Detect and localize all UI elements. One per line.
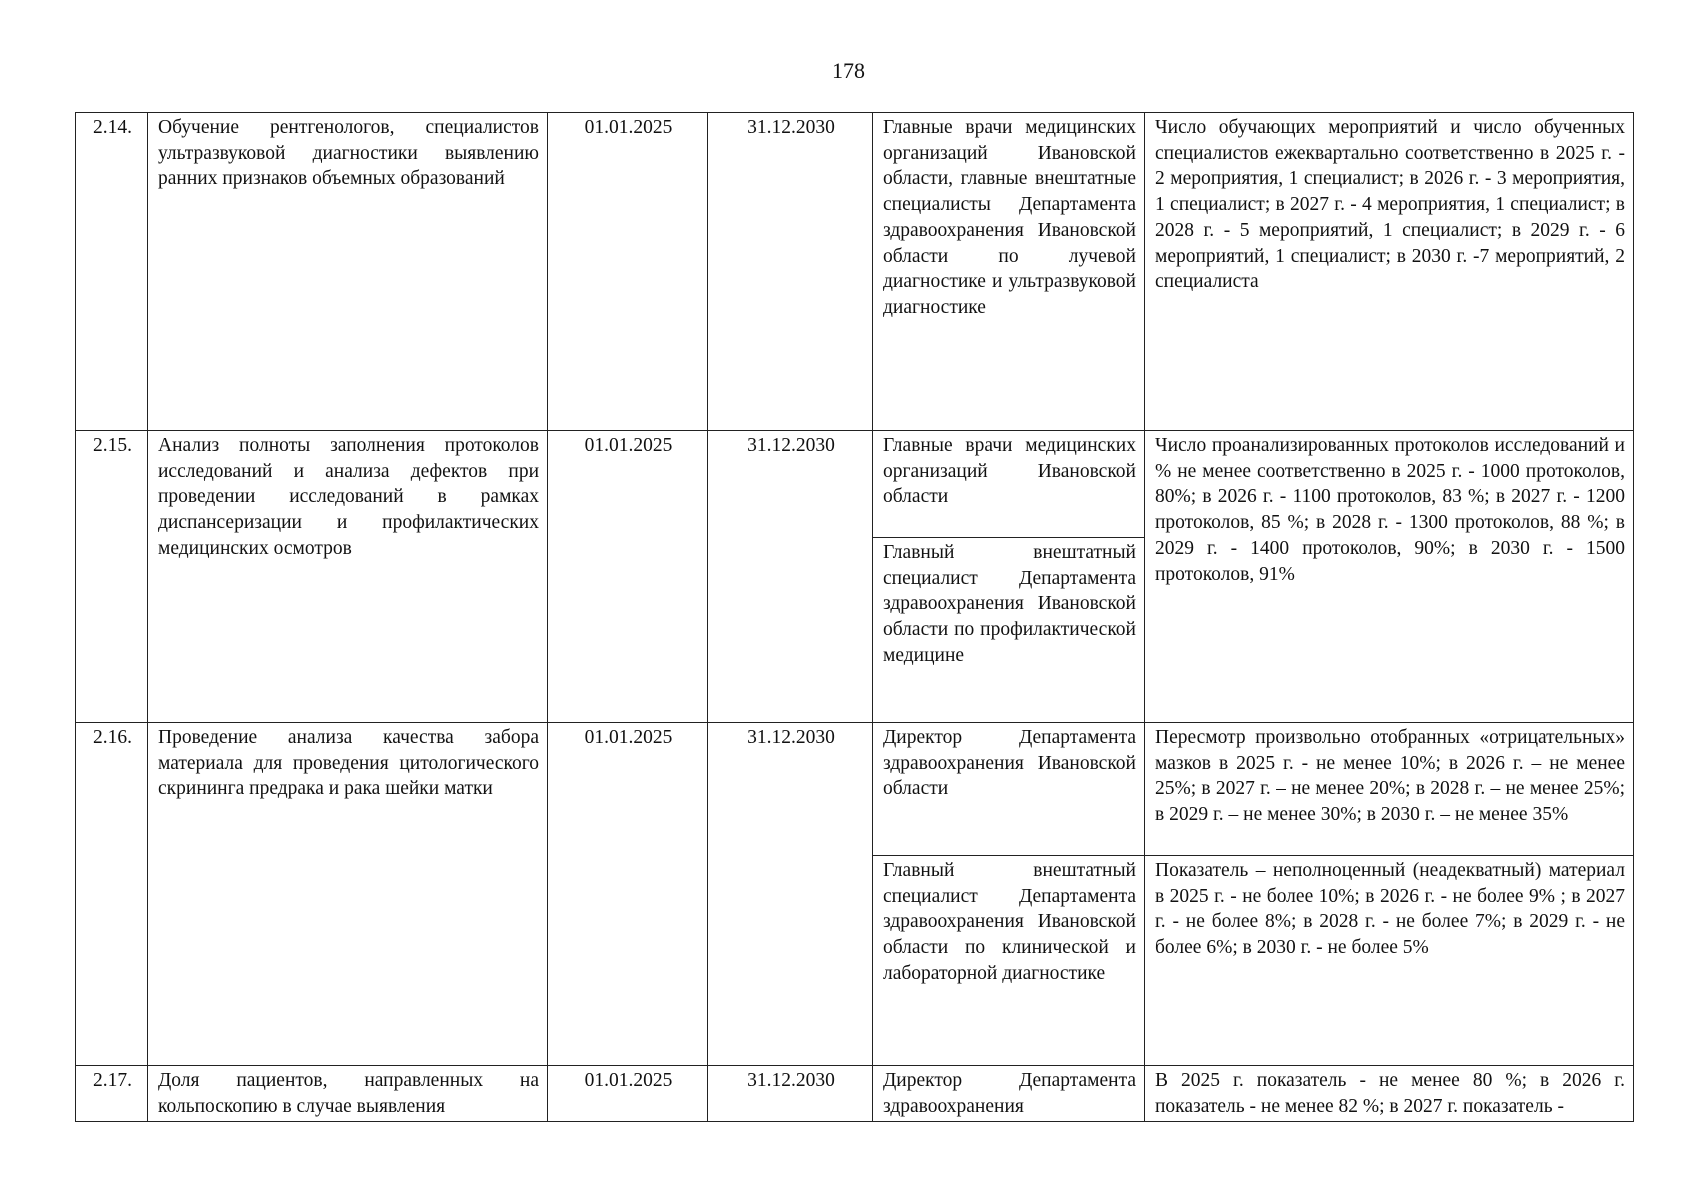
result-cell: Показатель – неполноценный (неадекватный) материал в 2025 г. - не более 10%; в 2026 г. - не более 9% ; в 2027 г. - не более 8%; в 2028 г. - не более 7%; в 2029 г. - не более 6%; в 2030 г. - не более 5%	[1145, 856, 1634, 1066]
end-date-cell: 31.12.2030	[708, 113, 873, 431]
responsible-cell: Главный внештатный специалист Департамента здравоохранения Ивановской области по профилактической медицине	[873, 538, 1145, 723]
result-cell: Число обучающих мероприятий и число обученных специалистов ежеквартально соответственно в 2025 г. - 2 мероприятия, 1 специалист; в 2026 г. - 3 мероприятия, 1 специалист; в 2027 г. - 4 мероприятия, 1 специалист; в 2028 г. - 5 мероприятий, 1 специалист; в 2029 г. - 6 мероприятий, 1 специалист; в 2030 г. -7 мероприятий, 2 специалиста	[1145, 113, 1634, 431]
activity-cell: Проведение анализа качества забора материала для проведения цитологического скрининга предрака и рака шейки матки	[148, 723, 548, 1066]
result-cell: В 2025 г. показатель - не менее 80 %; в 2026 г. показатель - не менее 82 %; в 2027 г. показатель -	[1145, 1066, 1634, 1122]
responsible-cell: Главные врачи медицинских организаций Ивановской области, главные внештатные специалисты Департамента здравоохранения Ивановской области по лучевой диагностике и ультразвуковой диагностике	[873, 113, 1145, 431]
row-number: 2.15.	[76, 431, 148, 723]
end-date-cell: 31.12.2030	[708, 1066, 873, 1122]
table-row	[76, 1066, 1634, 1122]
responsible-cell: Главные врачи медицинских организаций Ивановской области	[873, 431, 1145, 538]
row-number: 2.14.	[76, 113, 148, 431]
responsible-cell: Директор Департамента здравоохранения	[873, 1066, 1145, 1122]
table-row	[76, 431, 1634, 538]
start-date-cell: 01.01.2025	[548, 431, 708, 723]
table-row	[76, 723, 1634, 856]
measures-table	[75, 112, 1634, 1122]
result-cell: Число проанализированных протоколов исследований и % не менее соответственно в 2025 г. - 1000 протоколов, 80%; в 2026 г. - 1100 протоколов, 83 %; в 2027 г. - 1200 протоколов, 85 %; в 2028 г. - 1300 протоколов, 88 %; в 2029 г. - 1400 протоколов, 90%; в 2030 г. - 1500 протоколов, 91%	[1145, 431, 1634, 723]
end-date-cell: 31.12.2030	[708, 723, 873, 1066]
responsible-cell: Главный внештатный специалист Департамента здравоохранения Ивановской области по клинической и лабораторной диагностике	[873, 856, 1145, 1066]
start-date-cell: 01.01.2025	[548, 1066, 708, 1122]
result-cell: Пересмотр произвольно отобранных «отрицательных» мазков в 2025 г. - не менее 10%; в 2026 г. – не менее 25%; в 2027 г. – не менее 20%; в 2028 г. – не менее 25%; в 2029 г. – не менее 30%; в 2030 г. – не менее 35%	[1145, 723, 1634, 856]
activity-cell: Анализ полноты заполнения протоколов исследований и анализа дефектов при проведении исследований в рамках диспансеризации и профилактических медицинских осмотров	[148, 431, 548, 723]
start-date-cell: 01.01.2025	[548, 723, 708, 1066]
table-row	[76, 113, 1634, 431]
page-number: 178	[832, 58, 865, 83]
responsible-cell: Директор Департамента здравоохранения Ивановской области	[873, 723, 1145, 856]
activity-cell: Доля пациентов, направленных на кольпоскопию в случае выявления	[148, 1066, 548, 1122]
row-number: 2.17.	[76, 1066, 148, 1122]
row-number: 2.16.	[76, 723, 148, 1066]
start-date-cell: 01.01.2025	[548, 113, 708, 431]
activity-cell: Обучение рентгенологов, специалистов ультразвуковой диагностики выявлению ранних признаков объемных образований	[148, 113, 548, 431]
end-date-cell: 31.12.2030	[708, 431, 873, 723]
